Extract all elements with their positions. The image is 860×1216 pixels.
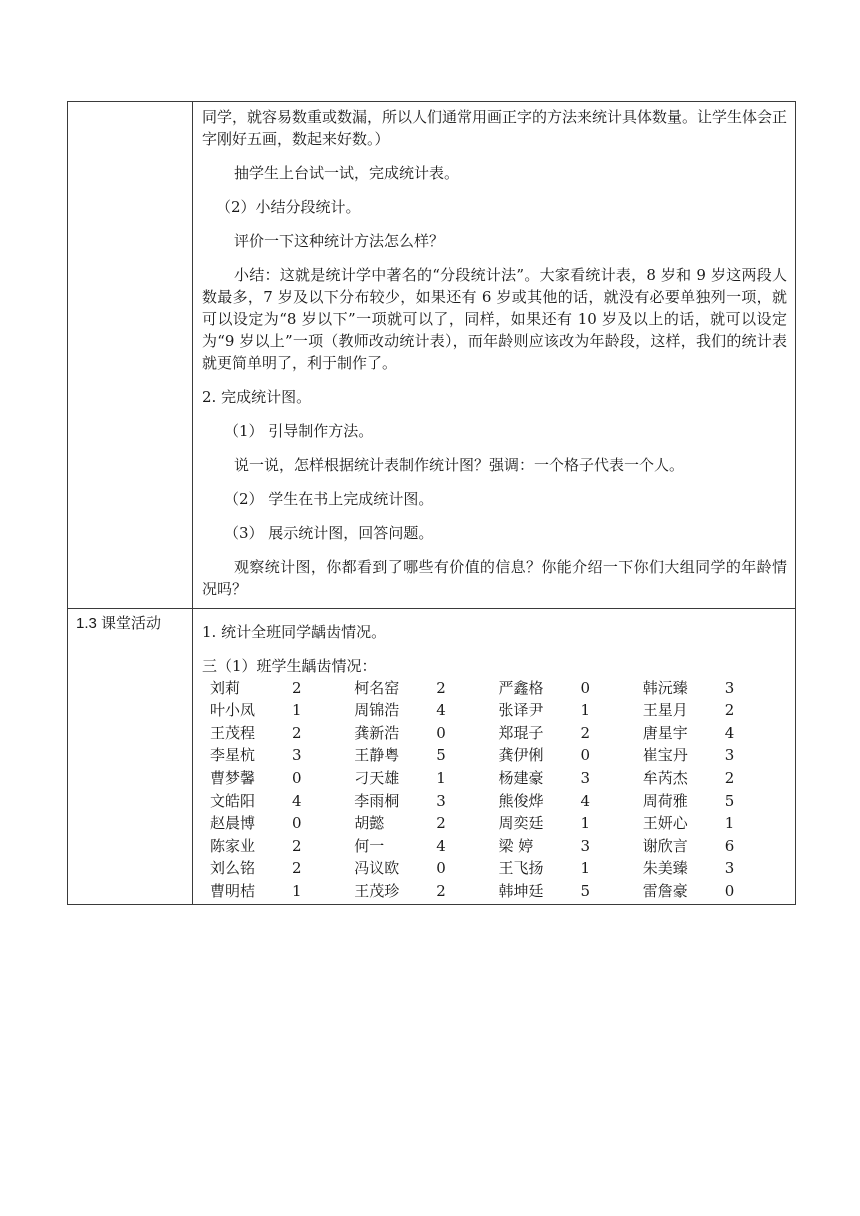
student-entry [210,699,354,722]
student-entry [210,676,354,699]
student-entry [354,766,498,789]
paragraph: （2） 学生在书上完成统计图。 [224,490,434,508]
table-row-explanation [68,102,796,609]
cavity-count: 2 [292,836,302,855]
cavity-count: 1 [292,881,302,900]
student-entry [354,744,498,767]
student-name: 周锦浩 [354,701,400,720]
student-name: 崔宝丹 [642,746,688,765]
left-cell-empty [68,102,193,609]
student-name: 牟芮杰 [642,768,688,787]
paragraph: （2）小结分段统计。 [216,198,361,216]
explanation-body [193,102,795,608]
student-name: 冯议欧 [354,859,400,878]
paragraph: 观察统计图，你都看到了哪些有价值的信息？你能介绍一下你们大组同学的年龄情况吗？ [202,558,787,598]
student-entry [643,744,787,767]
student-entry [210,789,354,812]
cavity-count: 0 [580,678,591,697]
student-entry [210,857,354,880]
student-name: 曹明桔 [210,881,256,900]
cavity-count: 1 [292,701,302,720]
paragraph: 2. 完成统计图。 [202,388,312,406]
cavity-count: 2 [724,701,735,720]
student-entry [499,857,643,880]
paragraph: 评价一下这种统计方法怎么样？ [234,232,445,250]
student-name: 李雨桐 [354,791,400,810]
cavity-count: 4 [436,836,446,855]
paragraph: 说一说，怎样根据统计表制作统计图？强调：一个格子代表一个人。 [234,456,685,474]
cavity-count: 2 [436,881,446,900]
cavity-count: 0 [724,881,735,900]
activity-title: 1. 统计全班同学龋齿情况。 [202,623,387,641]
cavity-count: 3 [724,859,735,878]
right-cell-content [193,102,796,609]
student-name: 何一 [354,836,385,855]
student-entry [210,834,354,857]
student-name: 周奕廷 [498,814,544,833]
student-entry [643,789,787,812]
student-entry [354,676,498,699]
student-entry [499,834,643,857]
student-name: 严鑫格 [498,678,544,697]
student-entry [643,857,787,880]
student-name: 柯名窑 [354,678,400,697]
student-roster [202,676,787,902]
student-name: 王静粤 [354,746,400,765]
cavity-count: 1 [580,701,591,720]
student-entry [499,879,643,902]
student-entry [354,721,498,744]
cavity-count: 0 [436,859,446,878]
student-entry [643,676,787,699]
student-name: 曹梦馨 [210,768,256,787]
paragraph: （3） 展示统计图，回答问题。 [224,524,434,542]
student-entry [354,812,498,835]
student-entry [499,744,643,767]
student-name: 雷詹豪 [642,881,688,900]
student-name: 谢欣言 [642,836,688,855]
student-entry [354,879,498,902]
student-name: 刘莉 [210,678,241,697]
table-row-classroom-activity [68,609,796,905]
student-name: 韩坤廷 [498,881,544,900]
student-entry [643,812,787,835]
paragraph: （1） 引导制作方法。 [224,422,374,440]
student-entry [499,766,643,789]
student-entry [210,766,354,789]
student-entry [499,789,643,812]
student-name: 赵晨博 [210,814,256,833]
cavity-count: 3 [724,678,735,697]
student-name: 王茂程 [210,723,256,742]
cavity-count: 3 [724,746,735,765]
section-label: 1.3 课堂活动 [76,615,162,632]
row-label [68,102,192,110]
student-name: 陈家业 [210,836,256,855]
student-name: 郑琨子 [498,723,544,742]
student-name: 刘么铭 [210,859,256,878]
student-name: 唐星宇 [642,723,688,742]
activity-subtitle: 三（1）班学生龋齿情况： [202,657,377,675]
cavity-count: 3 [580,836,591,855]
cavity-count: 4 [436,701,446,720]
lesson-plan-table [67,101,796,905]
cavity-count: 2 [724,768,735,787]
student-entry [499,676,643,699]
cavity-count: 4 [724,723,735,742]
cavity-count: 2 [292,859,302,878]
student-entry [499,699,643,722]
student-entry [210,744,354,767]
student-entry [499,721,643,744]
left-cell-section [68,609,193,905]
student-name: 梁 婷 [498,836,534,855]
student-name: 叶小凤 [210,701,256,720]
student-entry [643,766,787,789]
student-entry [643,721,787,744]
student-name: 龚伊俐 [498,746,544,765]
cavity-count: 3 [292,746,302,765]
cavity-count: 0 [580,746,591,765]
student-name: 刁天雄 [354,768,400,787]
student-name: 熊俊烨 [498,791,544,810]
student-name: 王茂珍 [354,881,400,900]
cavity-count: 2 [292,678,302,697]
student-name: 王飞扬 [498,859,544,878]
student-name: 朱美臻 [642,859,688,878]
paragraph: 抽学生上台试一试，完成统计表。 [234,164,460,182]
cavity-count: 3 [436,791,446,810]
cavity-count: 2 [292,723,302,742]
cavity-count: 4 [292,791,302,810]
cavity-count: 1 [580,859,591,878]
cavity-count: 1 [436,768,446,787]
cavity-count: 1 [580,814,591,833]
cavity-count: 5 [580,881,591,900]
cavity-count: 5 [436,746,446,765]
paragraph: 同学，就容易数重或数漏，所以人们通常用画正字的方法来统计具体数量。让学生体会正字刚好五画，数起来好数。） [202,108,788,148]
cavity-count: 0 [292,768,302,787]
cavity-count: 1 [724,814,735,833]
student-name: 张译尹 [498,701,544,720]
student-name: 李星杭 [210,746,256,765]
student-name: 韩沅臻 [642,678,688,697]
cavity-count: 0 [436,723,446,742]
student-entry [499,812,643,835]
student-name: 王星月 [642,701,688,720]
cavity-count: 4 [580,791,591,810]
student-name: 胡懿 [354,814,385,833]
student-entry [643,879,787,902]
cavity-count: 5 [724,791,735,810]
paragraph: 小结：这就是统计学中著名的“分段统计法”。大家看统计表，8 岁和 9 岁这两段人数最多，7 岁及以下分布较少，如果还有 6 岁或其他的话，就没有必要单独列一项，就可以设定为“8 岁以下”一项就可以了，同样，如果还有 10 岁及以上的话，就可以设定为“9 岁以上”一项（教师改动统计表），而年龄则应该改为年龄段，这样，我们的统计表就更简单明了，利于制作了。 [202,266,787,372]
cavity-count: 2 [436,814,446,833]
student-entry [643,699,787,722]
student-entry [210,721,354,744]
student-name: 杨建豪 [498,768,544,787]
student-name: 龚新浩 [354,723,400,742]
activity-body [193,609,795,904]
student-name: 文皓阳 [210,791,256,810]
cavity-count: 2 [580,723,591,742]
cavity-count: 3 [580,768,591,787]
student-entry [210,879,354,902]
student-entry [354,834,498,857]
student-entry [354,789,498,812]
student-entry [354,857,498,880]
student-name: 周荷雅 [642,791,688,810]
right-cell-activity [193,609,796,905]
cavity-count: 6 [724,836,735,855]
student-name: 王妍心 [642,814,688,833]
cavity-count: 2 [436,678,446,697]
student-entry [354,699,498,722]
student-entry [643,834,787,857]
student-entry [210,812,354,835]
cavity-count: 0 [292,814,302,833]
